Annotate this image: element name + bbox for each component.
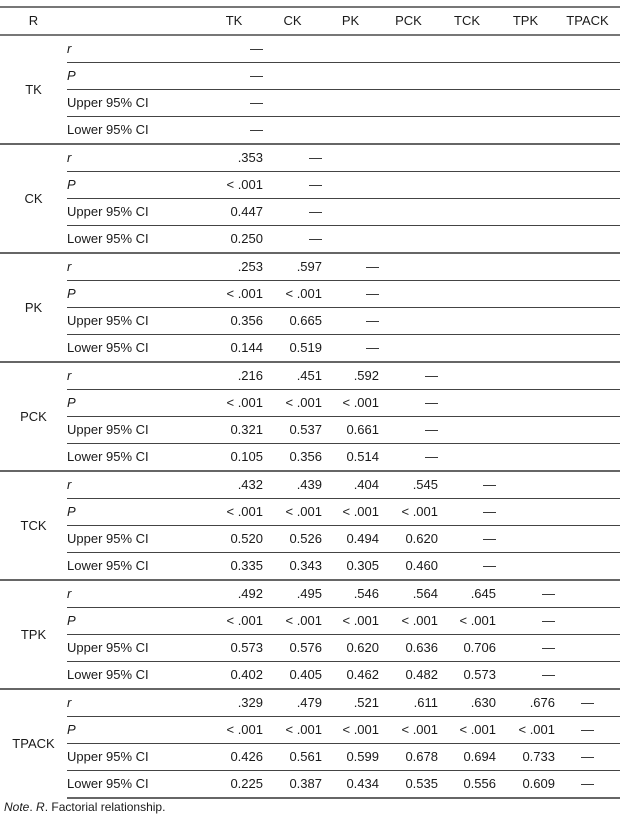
stat-label: P <box>67 499 205 526</box>
cell-tpack: — <box>555 689 620 717</box>
cell-tpk <box>496 553 555 581</box>
cell-ck: < .001 <box>263 717 322 744</box>
cell-ck: — <box>263 172 322 199</box>
stat-label: r <box>67 35 205 63</box>
table-row <box>0 717 620 744</box>
cell-ck: .479 <box>263 689 322 717</box>
cell-tpk <box>496 281 555 308</box>
table-row <box>0 635 620 662</box>
cell-tk: 0.426 <box>205 744 263 771</box>
cell-pck: < .001 <box>379 717 438 744</box>
cell-ck: < .001 <box>263 281 322 308</box>
cell-pck: < .001 <box>379 499 438 526</box>
cell-pk <box>322 199 379 226</box>
cell-tk: .253 <box>205 253 263 281</box>
cell-tpk: — <box>496 635 555 662</box>
cell-tpack <box>555 90 620 117</box>
cell-ck: < .001 <box>263 390 322 417</box>
table-row <box>0 308 620 335</box>
cell-tpk <box>496 417 555 444</box>
table-row <box>0 117 620 145</box>
cell-pk: < .001 <box>322 717 379 744</box>
cell-tpack <box>555 417 620 444</box>
cell-tpk <box>496 144 555 172</box>
stat-label: Lower 95% CI <box>67 226 205 254</box>
cell-pck <box>379 172 438 199</box>
cell-tpack <box>555 553 620 581</box>
cell-pk: < .001 <box>322 608 379 635</box>
cell-ck: < .001 <box>263 608 322 635</box>
table-row <box>0 744 620 771</box>
cell-ck: 0.356 <box>263 444 322 472</box>
cell-tpk <box>496 444 555 472</box>
group-label-pck: PCK <box>0 362 67 471</box>
stat-label: Upper 95% CI <box>67 417 205 444</box>
cell-tck: — <box>438 471 496 499</box>
cell-tck: < .001 <box>438 717 496 744</box>
cell-pk: 0.434 <box>322 771 379 799</box>
cell-ck: 0.561 <box>263 744 322 771</box>
cell-pk: 0.514 <box>322 444 379 472</box>
stat-label: Upper 95% CI <box>67 635 205 662</box>
cell-tpk <box>496 172 555 199</box>
cell-tk: .432 <box>205 471 263 499</box>
cell-tck <box>438 144 496 172</box>
table-row <box>0 63 620 90</box>
cell-ck: .439 <box>263 471 322 499</box>
stat-label: r <box>67 689 205 717</box>
cell-tpk: 0.609 <box>496 771 555 799</box>
cell-tpack <box>555 444 620 472</box>
cell-ck <box>263 117 322 145</box>
cell-tck <box>438 417 496 444</box>
cell-tck <box>438 226 496 254</box>
cell-pk <box>322 117 379 145</box>
cell-tk: 0.356 <box>205 308 263 335</box>
cell-tpk: 0.733 <box>496 744 555 771</box>
stat-label: Upper 95% CI <box>67 526 205 553</box>
cell-ck <box>263 90 322 117</box>
cell-tck <box>438 281 496 308</box>
header-pk: PK <box>322 7 379 35</box>
cell-pck <box>379 253 438 281</box>
cell-tk: — <box>205 90 263 117</box>
cell-pk: 0.494 <box>322 526 379 553</box>
stat-label: Lower 95% CI <box>67 553 205 581</box>
cell-pck <box>379 226 438 254</box>
cell-ck: — <box>263 144 322 172</box>
stat-label: P <box>67 608 205 635</box>
cell-tk: < .001 <box>205 717 263 744</box>
cell-pk: < .001 <box>322 390 379 417</box>
cell-pk: 0.620 <box>322 635 379 662</box>
stat-label: r <box>67 253 205 281</box>
stat-label: Lower 95% CI <box>67 662 205 690</box>
cell-tk: 0.402 <box>205 662 263 690</box>
table-row <box>0 499 620 526</box>
cell-pck: 0.620 <box>379 526 438 553</box>
table-row <box>0 608 620 635</box>
cell-pck <box>379 281 438 308</box>
cell-tk: 0.573 <box>205 635 263 662</box>
stat-label: P <box>67 172 205 199</box>
stat-label: P <box>67 63 205 90</box>
cell-pck: — <box>379 390 438 417</box>
table-row <box>0 580 620 608</box>
cell-tpack <box>555 362 620 390</box>
stat-label: Lower 95% CI <box>67 335 205 363</box>
cell-pk: — <box>322 308 379 335</box>
header-row <box>0 7 620 35</box>
cell-tpk: .676 <box>496 689 555 717</box>
cell-tck <box>438 63 496 90</box>
cell-tk: 0.335 <box>205 553 263 581</box>
cell-tpack <box>555 580 620 608</box>
stat-label: r <box>67 362 205 390</box>
cell-pk: — <box>322 253 379 281</box>
cell-tk: 0.225 <box>205 771 263 799</box>
cell-tpk <box>496 90 555 117</box>
cell-tk: — <box>205 117 263 145</box>
cell-tpk <box>496 199 555 226</box>
table-row <box>0 144 620 172</box>
cell-tck <box>438 253 496 281</box>
cell-tpack <box>555 172 620 199</box>
cell-pk <box>322 63 379 90</box>
cell-tpack <box>555 471 620 499</box>
cell-ck: < .001 <box>263 499 322 526</box>
header-tpack: TPACK <box>555 7 620 35</box>
cell-tpack <box>555 281 620 308</box>
cell-tk: < .001 <box>205 172 263 199</box>
cell-tpack <box>555 35 620 63</box>
cell-tpack <box>555 117 620 145</box>
stat-label: r <box>67 471 205 499</box>
cell-tk: — <box>205 63 263 90</box>
cell-pck: .564 <box>379 580 438 608</box>
table-row <box>0 471 620 499</box>
cell-tpack <box>555 253 620 281</box>
cell-ck: — <box>263 199 322 226</box>
cell-tck <box>438 444 496 472</box>
cell-pk: .592 <box>322 362 379 390</box>
cell-pck: 0.482 <box>379 662 438 690</box>
stat-label: Lower 95% CI <box>67 771 205 799</box>
cell-tck: — <box>438 526 496 553</box>
table-row <box>0 444 620 472</box>
cell-pck <box>379 199 438 226</box>
cell-ck: — <box>263 226 322 254</box>
cell-tpack <box>555 499 620 526</box>
cell-tpk <box>496 308 555 335</box>
table-row <box>0 253 620 281</box>
cell-pk: — <box>322 281 379 308</box>
stat-label: P <box>67 717 205 744</box>
cell-pk: 0.305 <box>322 553 379 581</box>
group-label-ck: CK <box>0 144 67 253</box>
cell-pk <box>322 144 379 172</box>
cell-ck: 0.405 <box>263 662 322 690</box>
cell-tk: 0.250 <box>205 226 263 254</box>
group-label-tk: TK <box>0 35 67 144</box>
cell-tk: < .001 <box>205 281 263 308</box>
cell-tpk <box>496 499 555 526</box>
table-row <box>0 689 620 717</box>
stat-label: P <box>67 281 205 308</box>
cell-tck <box>438 362 496 390</box>
cell-tk: 0.105 <box>205 444 263 472</box>
table-row <box>0 90 620 117</box>
cell-ck <box>263 35 322 63</box>
cell-tk: .329 <box>205 689 263 717</box>
cell-tck <box>438 117 496 145</box>
header-tck: TCK <box>438 7 496 35</box>
cell-ck: 0.537 <box>263 417 322 444</box>
cell-tk: 0.520 <box>205 526 263 553</box>
cell-pck: — <box>379 444 438 472</box>
group-label-tck: TCK <box>0 471 67 580</box>
cell-tpk: — <box>496 608 555 635</box>
cell-tpk <box>496 335 555 363</box>
cell-tk: .492 <box>205 580 263 608</box>
cell-pck: .611 <box>379 689 438 717</box>
cell-pk <box>322 35 379 63</box>
correlation-table <box>0 6 620 799</box>
cell-tck: .645 <box>438 580 496 608</box>
cell-tpack <box>555 335 620 363</box>
table-row <box>0 417 620 444</box>
cell-pck <box>379 35 438 63</box>
cell-tpk <box>496 117 555 145</box>
cell-tk: 0.144 <box>205 335 263 363</box>
table-row <box>0 662 620 690</box>
table-row <box>0 771 620 799</box>
cell-tpack <box>555 390 620 417</box>
cell-tpk <box>496 253 555 281</box>
cell-tk: .216 <box>205 362 263 390</box>
cell-tk: < .001 <box>205 390 263 417</box>
cell-ck <box>263 63 322 90</box>
cell-pck: < .001 <box>379 608 438 635</box>
cell-tck: 0.694 <box>438 744 496 771</box>
cell-ck: 0.387 <box>263 771 322 799</box>
cell-pck <box>379 335 438 363</box>
cell-tck <box>438 335 496 363</box>
cell-pck: — <box>379 417 438 444</box>
cell-tck <box>438 172 496 199</box>
table-row <box>0 526 620 553</box>
cell-pk: 0.462 <box>322 662 379 690</box>
cell-ck: .495 <box>263 580 322 608</box>
cell-tpack <box>555 226 620 254</box>
cell-tk: .353 <box>205 144 263 172</box>
table-row <box>0 390 620 417</box>
cell-tk: < .001 <box>205 499 263 526</box>
cell-pck <box>379 90 438 117</box>
cell-tpk <box>496 63 555 90</box>
cell-tpack: — <box>555 771 620 799</box>
cell-tck <box>438 199 496 226</box>
stat-label: P <box>67 390 205 417</box>
cell-tpk <box>496 226 555 254</box>
header-pck: PCK <box>379 7 438 35</box>
cell-tpack <box>555 608 620 635</box>
cell-pck: 0.636 <box>379 635 438 662</box>
stat-label: Upper 95% CI <box>67 744 205 771</box>
stat-label: Upper 95% CI <box>67 199 205 226</box>
header-tpk: TPK <box>496 7 555 35</box>
cell-tpk <box>496 362 555 390</box>
table-row <box>0 553 620 581</box>
cell-tck: 0.706 <box>438 635 496 662</box>
cell-pk: .546 <box>322 580 379 608</box>
cell-tck: — <box>438 499 496 526</box>
cell-ck: 0.343 <box>263 553 322 581</box>
header-stat <box>67 7 205 35</box>
table-note: Note. R. Factorial relationship. <box>4 800 166 814</box>
cell-tpk <box>496 390 555 417</box>
stat-label: Lower 95% CI <box>67 444 205 472</box>
table-row <box>0 35 620 63</box>
cell-tpk <box>496 471 555 499</box>
stat-label: Upper 95% CI <box>67 308 205 335</box>
cell-ck: .597 <box>263 253 322 281</box>
cell-tpack <box>555 63 620 90</box>
cell-ck: .451 <box>263 362 322 390</box>
stat-label: Upper 95% CI <box>67 90 205 117</box>
group-label-tpk: TPK <box>0 580 67 689</box>
cell-pck: 0.678 <box>379 744 438 771</box>
cell-ck: 0.526 <box>263 526 322 553</box>
cell-tck: < .001 <box>438 608 496 635</box>
table-row <box>0 281 620 308</box>
cell-pk <box>322 90 379 117</box>
cell-pk <box>322 226 379 254</box>
cell-tk: — <box>205 35 263 63</box>
header-r: R <box>0 7 67 35</box>
cell-pk: — <box>322 335 379 363</box>
cell-tpk: — <box>496 662 555 690</box>
cell-ck: 0.576 <box>263 635 322 662</box>
cell-tpk <box>496 35 555 63</box>
cell-tpk: — <box>496 580 555 608</box>
cell-tck: — <box>438 553 496 581</box>
cell-pck: .545 <box>379 471 438 499</box>
cell-tck: 0.573 <box>438 662 496 690</box>
cell-tpack <box>555 308 620 335</box>
cell-pk: .521 <box>322 689 379 717</box>
stat-label: r <box>67 144 205 172</box>
stat-label: Lower 95% CI <box>67 117 205 145</box>
table-row <box>0 226 620 254</box>
cell-tpack: — <box>555 717 620 744</box>
cell-pck <box>379 117 438 145</box>
cell-tck: 0.556 <box>438 771 496 799</box>
cell-tck <box>438 90 496 117</box>
cell-ck: 0.519 <box>263 335 322 363</box>
cell-tpack <box>555 199 620 226</box>
cell-pck: — <box>379 362 438 390</box>
table-row <box>0 172 620 199</box>
cell-pk: .404 <box>322 471 379 499</box>
cell-pck: 0.460 <box>379 553 438 581</box>
cell-pck <box>379 63 438 90</box>
cell-tpack <box>555 144 620 172</box>
group-label-pk: PK <box>0 253 67 362</box>
cell-pk: 0.661 <box>322 417 379 444</box>
cell-tpk: < .001 <box>496 717 555 744</box>
cell-pk <box>322 172 379 199</box>
cell-tpack <box>555 635 620 662</box>
cell-pk: 0.599 <box>322 744 379 771</box>
stat-label: r <box>67 580 205 608</box>
cell-tck <box>438 35 496 63</box>
cell-tck <box>438 308 496 335</box>
cell-tk: 0.447 <box>205 199 263 226</box>
cell-tk: 0.321 <box>205 417 263 444</box>
group-label-tpack: TPACK <box>0 689 67 798</box>
cell-pck <box>379 308 438 335</box>
cell-tpack: — <box>555 744 620 771</box>
cell-tck <box>438 390 496 417</box>
cell-tpk <box>496 526 555 553</box>
cell-pck <box>379 144 438 172</box>
table-row <box>0 335 620 363</box>
cell-ck: 0.665 <box>263 308 322 335</box>
table-row <box>0 362 620 390</box>
table-row <box>0 199 620 226</box>
cell-tpack <box>555 662 620 690</box>
cell-tpack <box>555 526 620 553</box>
cell-pck: 0.535 <box>379 771 438 799</box>
cell-pk: < .001 <box>322 499 379 526</box>
header-ck: CK <box>263 7 322 35</box>
header-tk: TK <box>205 7 263 35</box>
cell-tk: < .001 <box>205 608 263 635</box>
cell-tck: .630 <box>438 689 496 717</box>
